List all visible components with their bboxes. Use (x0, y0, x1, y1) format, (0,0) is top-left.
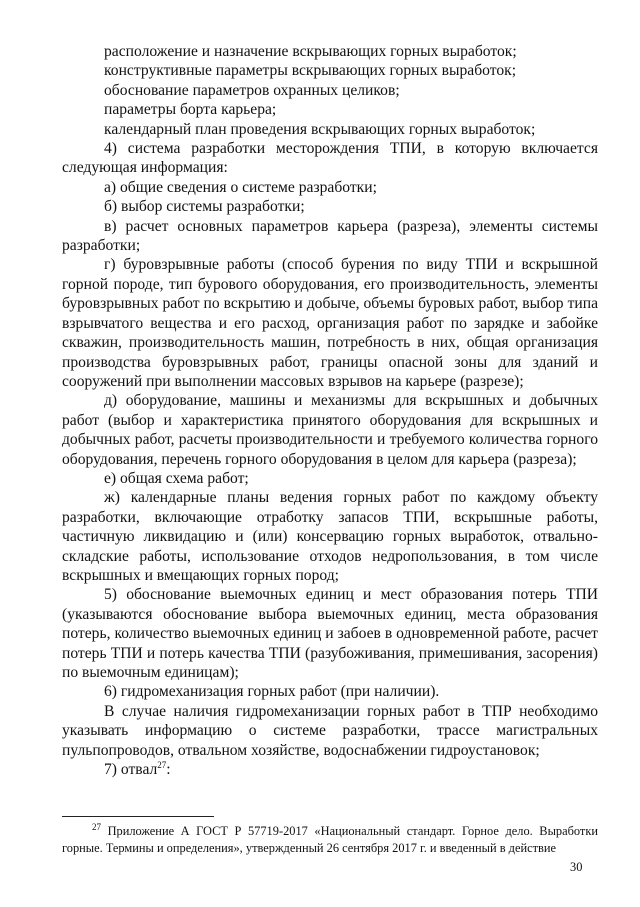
paragraph: 4) система разработки месторождения ТПИ, в которую включается следующая информация: (62, 140, 598, 177)
list-line: обоснование параметров охранных целиков; (104, 81, 400, 99)
paragraph: г) буровзрывные работы (способ бурения по виду ТПИ и вскрышной горной породе, тип бурового оборудования, его производительность, элементы буровзрывных работ по вскрытию и добыче, объемы буровых работ, выбор типа взрывчатого вещества и его расход, организация работ по зарядке и забойке скважин, производительность машин, потребность в них, общая организация производства буровзрывных работ, границы опасной зоны для зданий и сооружений при выполнении массовых взрывов на карьере (разрезе); (62, 256, 598, 390)
footnote-reference: 27 (157, 759, 167, 770)
paragraph-last (62, 760, 598, 779)
list-line: расположение и назначение вскрывающих горных выработок; (104, 43, 517, 60)
paragraph: е) общая схема работ; (104, 469, 249, 487)
list-line: календарный план проведения вскрывающих горных выработок; (104, 120, 536, 138)
footnote-mark: 27 (92, 821, 101, 832)
paragraph: 6) гидромеханизация горных работ (при наличии). (104, 683, 440, 701)
last-paragraph-text: 7) отвал (104, 761, 158, 779)
paragraph: ж) календарные планы ведения горных работ по каждому объекту разработки, включающие отработку запасов ТПИ, вскрышные работы, частичную ликвидацию и (или) консервацию горных выработок, отвально-складские работы, использование отходов недропользования, в том числе вскрышных и вмещающих горных пород; (62, 489, 598, 584)
paragraph: в) расчет основных параметров карьера (разреза), элементы системы разработки; (62, 217, 598, 255)
paragraph: 5) обоснование выемочных единиц и мест образования потерь ТПИ (указываются обоснование выбора выемочных единиц, места образования потерь, количество выемочных единиц и забоев в одновременной работе, расчет потерь ТПИ и потерь качества ТПИ (разубоживания, примешивания, засорения) по выемочным единицам); (62, 586, 598, 681)
last-paragraph-tail: : (166, 761, 171, 779)
footnote (62, 823, 598, 857)
footnote-text: Приложение А ГОСТ Р 57719-2017 «Национальный стандарт. Горное дело. Выработки горные. Термины и определения», утвержденный 26 сентября 2017 г. и введенный в действие (62, 824, 598, 855)
paragraph: а) общие сведения о системе разработки; (104, 178, 377, 196)
paragraph: д) оборудование, машины и механизмы для вскрышных и добычных работ (выбор и характеристика принятого оборудования для вскрышных и добычных работ, расчеты производительности и требуемого количества горного оборудования, перечень горного оборудования в целом для карьера (разреза); (62, 392, 598, 468)
list-line: конструктивные параметры вскрывающих горных выработок; (104, 62, 517, 80)
list-line: параметры борта карьера; (104, 101, 277, 119)
footnote-separator (62, 816, 214, 817)
paragraph: б) выбор системы разработки; (104, 198, 305, 216)
page-body (62, 42, 598, 779)
paragraph: В случае наличия гидромеханизации горных работ в ТПР необходимо указывать информацию о системе разработки, трассе магистральных пульпопроводов, отвальном хозяйстве, водоснабжении гидроустановок; (62, 702, 598, 759)
page-number: 30 (570, 860, 583, 874)
